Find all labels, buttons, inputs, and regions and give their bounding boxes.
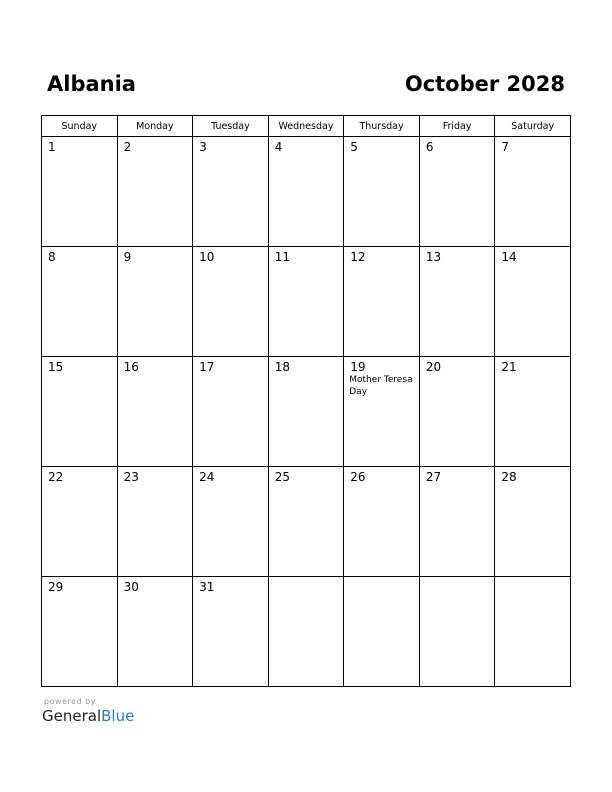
week-row [42, 577, 571, 687]
holiday-label: Mother Teresa Day [349, 375, 413, 397]
day-cell [42, 247, 118, 357]
day-number: 3 [199, 140, 207, 154]
day-number: 29 [48, 580, 64, 594]
weekday-header-row [42, 116, 571, 137]
day-number: 18 [274, 360, 290, 374]
day-cell [117, 357, 193, 467]
day-cell [419, 247, 495, 357]
day-cell-empty [419, 577, 495, 687]
day-number: 25 [274, 470, 290, 484]
day-cell [495, 137, 571, 247]
day-cell [193, 137, 269, 247]
weekday-header-tuesday: Tuesday [193, 116, 269, 137]
day-cell [268, 467, 344, 577]
country-title: Albania [47, 72, 136, 96]
day-number: 20 [425, 360, 442, 374]
day-cell [344, 467, 420, 577]
day-number: 30 [123, 580, 139, 594]
generalblue-logo [42, 696, 134, 725]
day-cell [42, 357, 118, 467]
day-number: 31 [199, 580, 215, 594]
day-cell [268, 137, 344, 247]
week-row [42, 357, 571, 467]
powered-by-text: powered by [44, 697, 96, 706]
day-cell [268, 357, 344, 467]
day-number: 14 [501, 250, 517, 264]
day-number: 4 [274, 140, 283, 154]
day-cell [193, 357, 269, 467]
day-cell [193, 247, 269, 357]
day-cell [42, 137, 118, 247]
week-row [42, 137, 571, 247]
brand-general-text: General [42, 707, 102, 725]
day-number: 8 [48, 250, 56, 264]
weekday-header-wednesday: Wednesday [268, 116, 344, 137]
day-cell [268, 247, 344, 357]
day-number: 21 [501, 360, 517, 374]
brand-blue-text: Blue [101, 707, 135, 725]
day-number: 28 [501, 470, 517, 484]
day-number: 26 [350, 470, 366, 484]
day-cell [419, 357, 495, 467]
month-year-title: October 2028 [404, 72, 565, 96]
day-cell [117, 247, 193, 357]
day-cell [42, 577, 118, 687]
day-number: 15 [48, 360, 64, 374]
day-cell [419, 467, 495, 577]
day-cell [42, 467, 118, 577]
day-cell [117, 137, 193, 247]
brand-name [42, 707, 134, 725]
day-number: 23 [123, 470, 139, 484]
day-number: 6 [425, 140, 434, 154]
day-cell [117, 467, 193, 577]
day-number: 7 [501, 140, 510, 154]
day-cell [419, 137, 495, 247]
day-number: 10 [199, 250, 215, 264]
day-cell [193, 467, 269, 577]
day-cell-empty [268, 577, 344, 687]
day-cell [495, 247, 571, 357]
day-number: 11 [274, 250, 290, 264]
day-number: 9 [123, 250, 132, 264]
day-number: 27 [425, 470, 442, 484]
weekday-header-sunday: Sunday [42, 116, 118, 137]
day-cell [344, 137, 420, 247]
weekday-header-friday: Friday [419, 116, 495, 137]
day-number: 13 [425, 250, 442, 264]
day-cell-empty [344, 577, 420, 687]
day-cell [495, 357, 571, 467]
weekday-header-monday: Monday [117, 116, 193, 137]
day-number: 2 [123, 140, 132, 154]
day-number: 17 [199, 360, 215, 374]
day-number: 24 [199, 470, 215, 484]
day-number: 16 [123, 360, 139, 374]
day-cell [344, 247, 420, 357]
weekday-header-thursday: Thursday [344, 116, 420, 137]
day-number: 22 [48, 470, 64, 484]
day-number: 12 [350, 250, 366, 264]
day-cell [495, 467, 571, 577]
day-cell-holiday [344, 357, 420, 467]
day-cell-empty [495, 577, 571, 687]
week-row [42, 247, 571, 357]
day-cell [193, 577, 269, 687]
day-cell [117, 577, 193, 687]
day-number: 5 [350, 140, 358, 154]
calendar-grid [41, 115, 571, 687]
weekday-header-saturday: Saturday [495, 116, 571, 137]
day-number: 1 [48, 140, 56, 154]
day-number: 19 [350, 360, 366, 374]
week-row [42, 467, 571, 577]
